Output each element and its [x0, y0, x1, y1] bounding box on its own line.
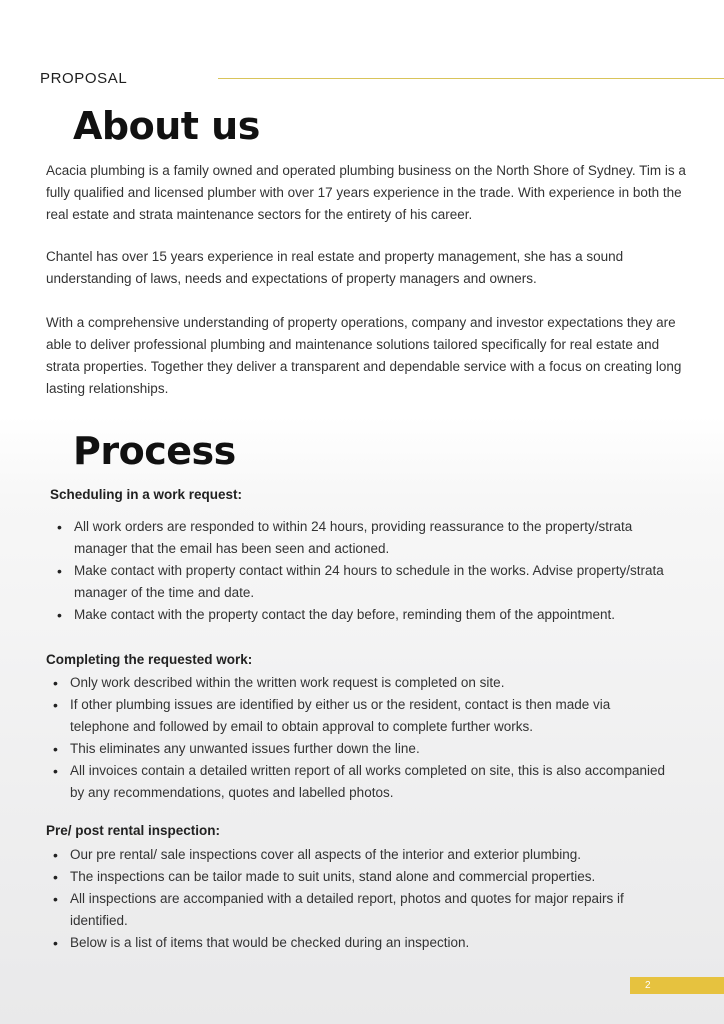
list-item: • All inspections are accompanied with a detailed report, photos and quotes for major repairs if identified. [46, 888, 666, 932]
process-heading: Process [73, 429, 236, 473]
completing-label: Completing the requested work: [46, 652, 253, 667]
proposal-eyebrow: PROPOSAL [40, 70, 128, 87]
scheduling-list [50, 516, 670, 626]
list-item: • Only work described within the written work request is completed on site. [46, 672, 666, 694]
list-item: • Our pre rental/ sale inspections cover all aspects of the interior and exterior plumbing. [46, 844, 666, 866]
list-item: • Make contact with property contact within 24 hours to schedule in the works. Advise property/strata manager of the time and date. [50, 560, 670, 604]
inspection-label: Pre/ post rental inspection: [46, 823, 221, 838]
completing-list [46, 672, 666, 804]
about-paragraph-3: With a comprehensive understanding of property operations, company and investor expectations they are able to deliver professional plumbing and maintenance solutions tailored specifically for real estate and strata properties. Together they deliver a transparent and dependable service with a focus on creating long lasting relationships. [46, 315, 682, 396]
page-number-badge: 2 [630, 977, 724, 994]
list-item: • All invoices contain a detailed written report of all works completed on site, this is also accompanied by any recommendations, quotes and labelled photos. [46, 760, 666, 804]
list-item: • This eliminates any unwanted issues further down the line. [46, 738, 666, 760]
about-paragraph-2: Chantel has over 15 years experience in real estate and property management, she has a sound understanding of laws, needs and expectations of property managers and owners. [46, 249, 624, 286]
inspection-list [46, 844, 666, 954]
header-rule [218, 78, 724, 79]
scheduling-label: Scheduling in a work request: [50, 487, 243, 502]
about-heading: About us [73, 104, 260, 148]
list-item: • Make contact with the property contact the day before, reminding them of the appointment. [50, 604, 670, 626]
list-item: • If other plumbing issues are identified by either us or the resident, contact is then made via telephone and followed by email to obtain approval to complete further works. [46, 694, 666, 738]
about-paragraph-1: Acacia plumbing is a family owned and operated plumbing business on the North Shore of Sydney. Tim is a fully qualified and licensed plumber with over 17 years experience in the trade. With experience in both the real estate and strata maintenance sectors for the entirety of his career. [46, 163, 686, 222]
list-item: • The inspections can be tailor made to suit units, stand alone and commercial properties. [46, 866, 666, 888]
list-item: • Below is a list of items that would be checked during an inspection. [46, 932, 666, 954]
list-item: • All work orders are responded to within 24 hours, providing reassurance to the property/strata manager that the email has been seen and actioned. [50, 516, 670, 560]
